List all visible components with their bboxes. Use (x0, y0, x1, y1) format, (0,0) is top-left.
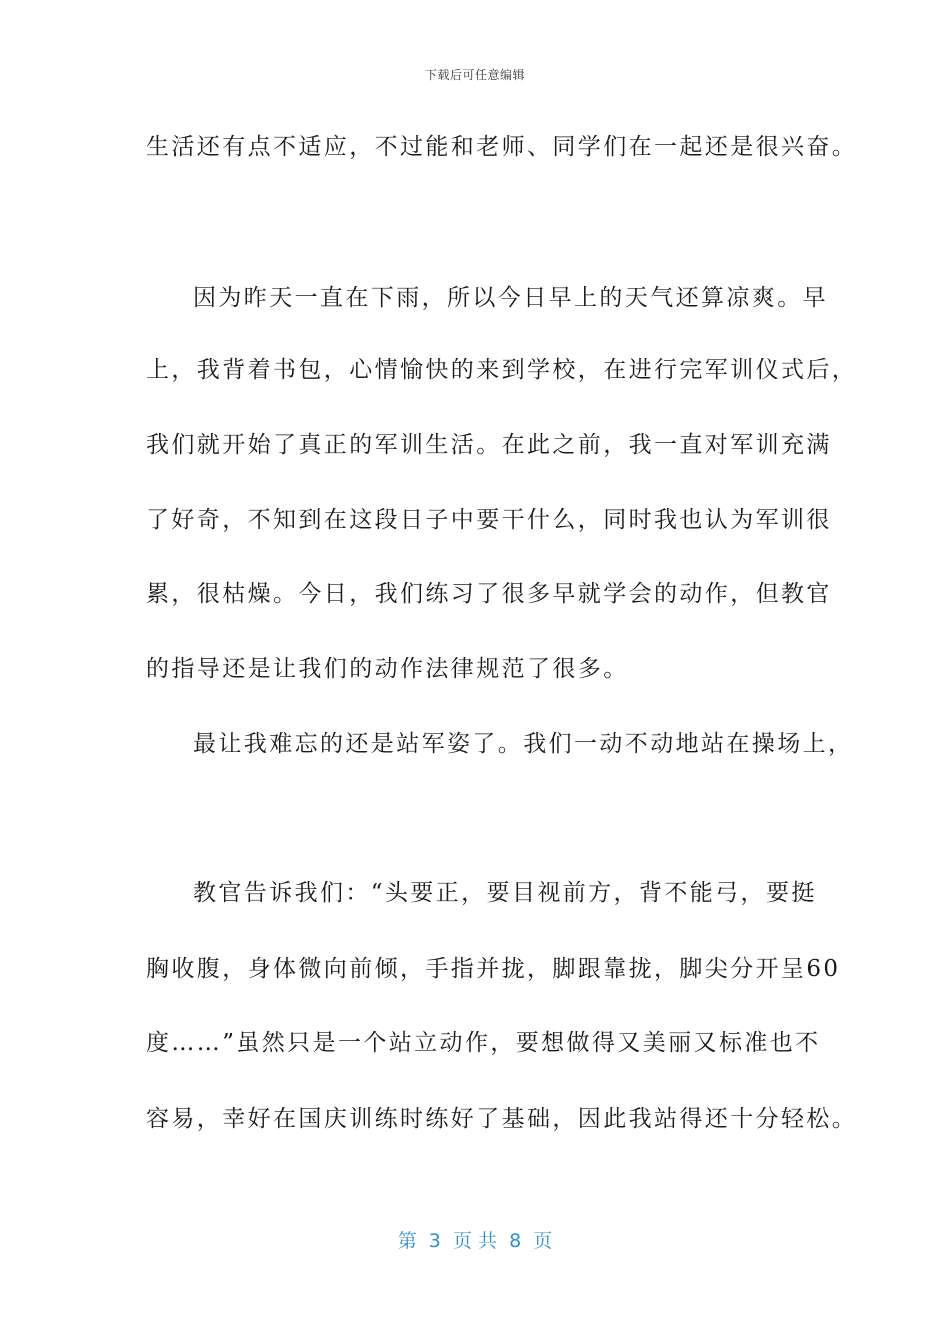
text-line: 我们就开始了真正的军训生活。在此之前，我一直对军训充满 (146, 432, 832, 458)
text-line: 最让我难忘的还是站军姿了。我们一动不动地站在操场上， (193, 731, 854, 757)
text-line: 教官告诉我们：“头要正，要目视前方，背不能弓，要挺 (193, 880, 817, 906)
text-line: 上，我背着书包，心情愉快的来到学校，在进行完军训仪式后， (146, 357, 858, 383)
page-number-footer: 第 3 页 共 8 页 (397, 1230, 553, 1252)
text-line: 的指导还是让我们的动作法律规范了很多。 (146, 656, 629, 682)
text-line: 容易，幸好在国庆训练时练好了基础，因此我站得还十分轻松。 (146, 1106, 858, 1132)
page-header: 下载后可任意编辑 (424, 68, 525, 82)
text-line: 胸收腹，身体微向前倾，手指并拢，脚跟靠拢，脚尖分开呈60 (146, 956, 841, 982)
text-line: 了好奇，不知到在这段日子中要干什么，同时我也认为军训很 (146, 507, 832, 533)
text-line: 度……”虽然只是一个站立动作，要想做得又美丽又标准也不 (146, 1030, 821, 1056)
text-line: 生活还有点不适应，不过能和老师、同学们在一起还是很兴奋。 (146, 134, 858, 160)
text-line: 因为昨天一直在下雨，所以今日早上的天气还算凉爽。早 (193, 285, 828, 311)
text-line: 累，很枯燥。今日，我们练习了很多早就学会的动作，但教官 (146, 581, 832, 607)
